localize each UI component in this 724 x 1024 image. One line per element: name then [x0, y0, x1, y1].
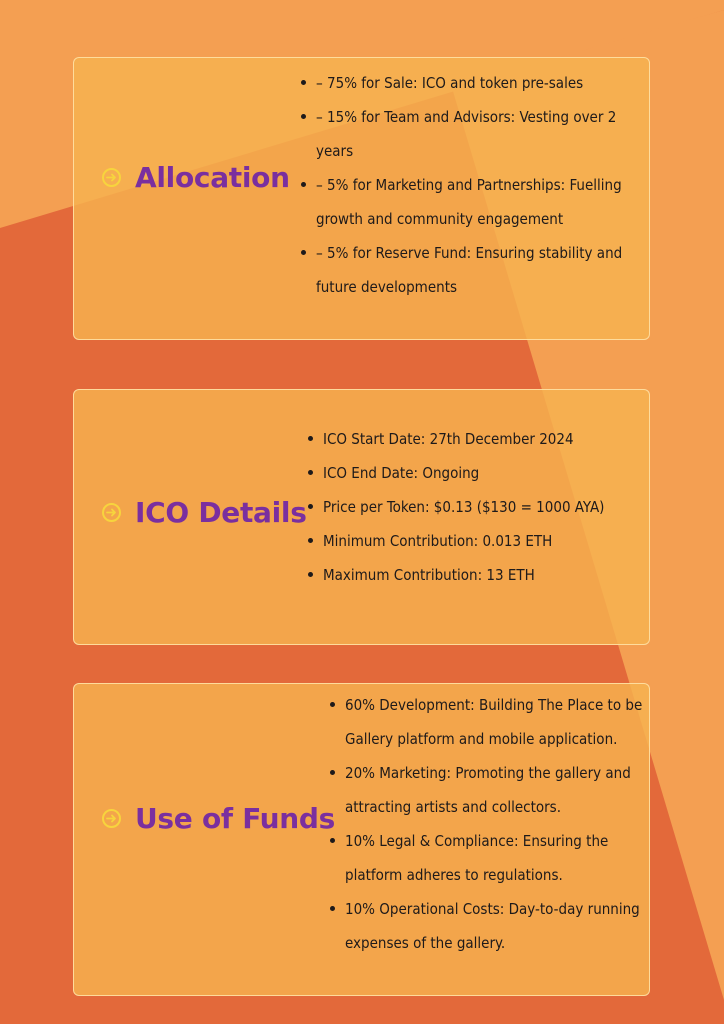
list-item: 10% Legal & Compliance: Ensuring the platform adheres to regulations.	[345, 824, 655, 892]
ico-details-heading	[102, 496, 307, 529]
use-of-funds-card	[73, 683, 650, 996]
list-item: ICO Start Date: 27th December 2024	[323, 422, 663, 456]
ico-details-list	[307, 422, 663, 592]
use-of-funds-title: Use of Funds	[135, 802, 336, 835]
list-item: – 5% for Reserve Fund: Ensuring stability and future developments	[316, 236, 646, 304]
list-item: Price per Token: $0.13 ($130 = 1000 AYA)	[323, 490, 663, 524]
list-item: Minimum Contribution: 0.013 ETH	[323, 524, 663, 558]
use-of-funds-list	[329, 688, 655, 960]
use-of-funds-heading	[102, 802, 335, 835]
list-item: – 75% for Sale: ICO and token pre-sales	[316, 66, 646, 100]
arrow-circle-icon	[102, 809, 121, 828]
ico-details-title: ICO Details	[135, 496, 307, 529]
list-item: ICO End Date: Ongoing	[323, 456, 663, 490]
list-item: – 5% for Marketing and Partnerships: Fuelling growth and community engagement	[316, 168, 646, 236]
list-item: 20% Marketing: Promoting the gallery and attracting artists and collectors.	[345, 756, 655, 824]
allocation-title: Allocation	[135, 161, 290, 194]
list-item: 60% Development: Building The Place to be Gallery platform and mobile application.	[345, 688, 655, 756]
arrow-circle-icon	[102, 503, 121, 522]
allocation-list	[300, 66, 646, 304]
list-item: Maximum Contribution: 13 ETH	[323, 558, 663, 592]
arrow-circle-icon	[102, 168, 121, 187]
allocation-heading	[102, 161, 290, 194]
list-item: 10% Operational Costs: Day-to-day running expenses of the gallery.	[345, 892, 655, 960]
allocation-card	[73, 57, 650, 340]
ico-details-card	[73, 389, 650, 645]
list-item: – 15% for Team and Advisors: Vesting over 2 years	[316, 100, 646, 168]
